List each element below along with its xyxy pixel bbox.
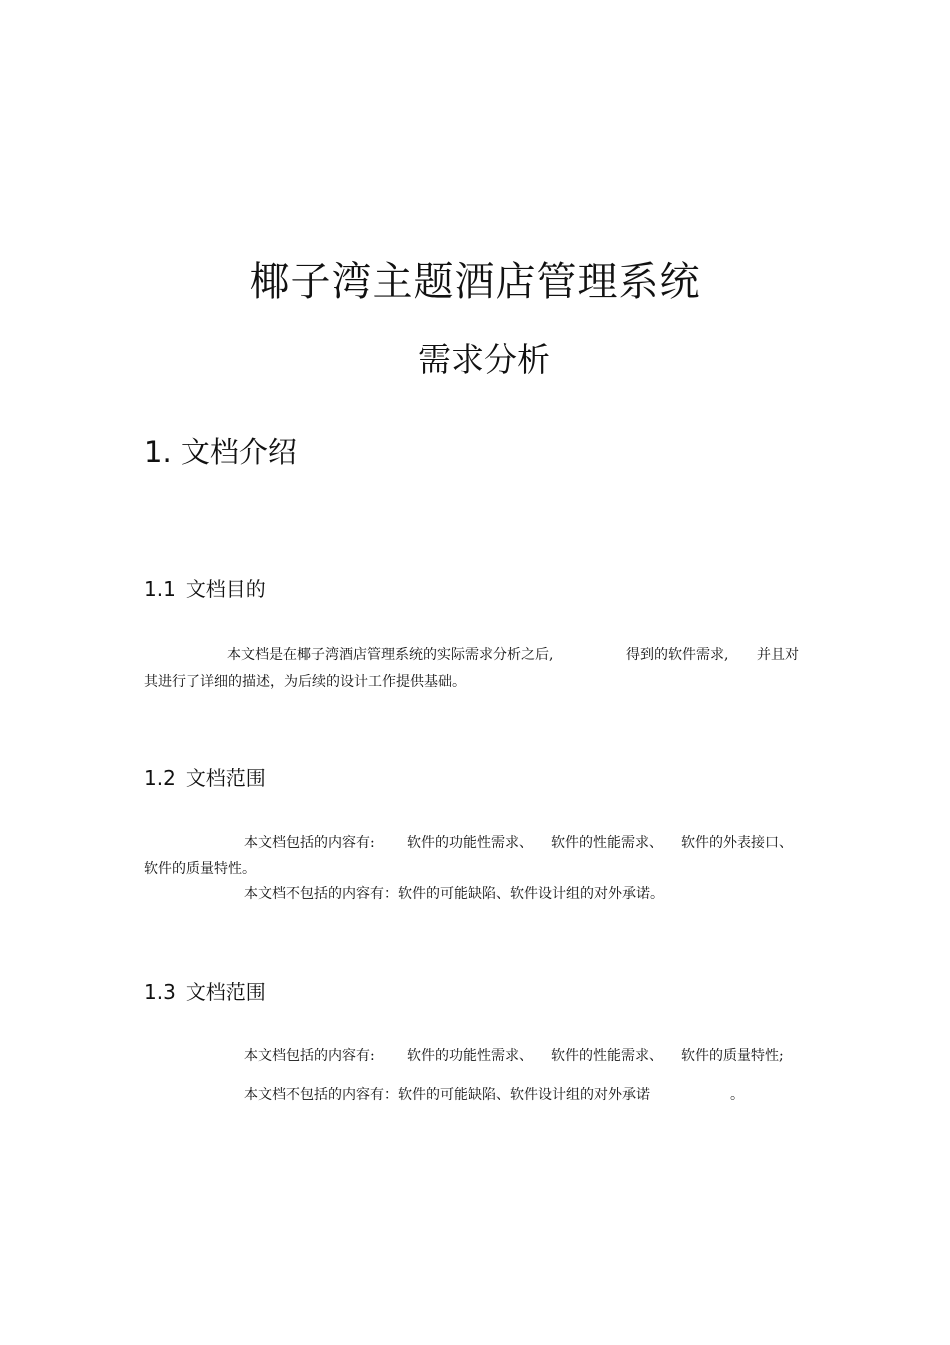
section-1-1-text-a: 本文档是在椰子湾酒店管理系统的实际需求分析之后, [227,647,554,663]
section-1-3-text-c: 软件的性能需求、 [551,1048,663,1064]
section-1-2-paragraph-line-1 [0,833,950,853]
section-1-3-number: 1.3 [144,980,176,1004]
section-1-3-text-f: 。 [730,1087,744,1103]
section-1-3-paragraph-line-2 [0,1085,950,1105]
section-1-2-paragraph-line-3: 本文档不包括的内容有：软件的可能缺陷、软件设计组的对外承诺。 [244,886,664,902]
section-1-heading: 1. 文档介绍 [144,435,297,469]
document-title: 椰子湾主题酒店管理系统 [249,259,701,305]
section-1-2-number: 1.2 [144,766,176,790]
section-1-2-text-b: 软件的功能性需求、 [407,835,533,851]
section-1-1-heading [144,573,266,602]
section-1-2-paragraph-line-2: 软件的质量特性。 [144,861,256,877]
section-1-3-text-e: 本文档不包括的内容有：软件的可能缺陷、软件设计组的对外承诺 [244,1087,650,1103]
section-1-1-text-b: 得到的软件需求, [626,647,729,663]
section-1-2-text-d: 软件的外表接口、 [681,835,793,851]
section-1-3-paragraph-line-1 [0,1046,950,1066]
section-1-1-paragraph-line-2: 其进行了详细的描述，为后续的设计工作提供基础。 [144,674,466,690]
section-1-1-number: 1.1 [144,577,176,601]
section-1-1-text-c: 并且对 [757,647,799,663]
section-1-3-text-d: 软件的质量特性; [681,1048,784,1064]
section-1-3-heading [144,976,266,1005]
section-1-2-title: 文档范围 [185,766,266,790]
section-1-2-text-a: 本文档包括的内容有: [244,835,375,851]
section-1-1-title: 文档目的 [185,577,266,601]
section-1-3-title: 文档范围 [185,980,266,1004]
document-subtitle: 需求分析 [418,340,550,379]
section-1-3-text-b: 软件的功能性需求、 [407,1048,533,1064]
section-1-3-text-a: 本文档包括的内容有: [244,1048,375,1064]
section-1-2-heading [144,762,266,791]
section-1-1-paragraph-line-1 [0,645,950,665]
section-1-2-text-c: 软件的性能需求、 [551,835,663,851]
